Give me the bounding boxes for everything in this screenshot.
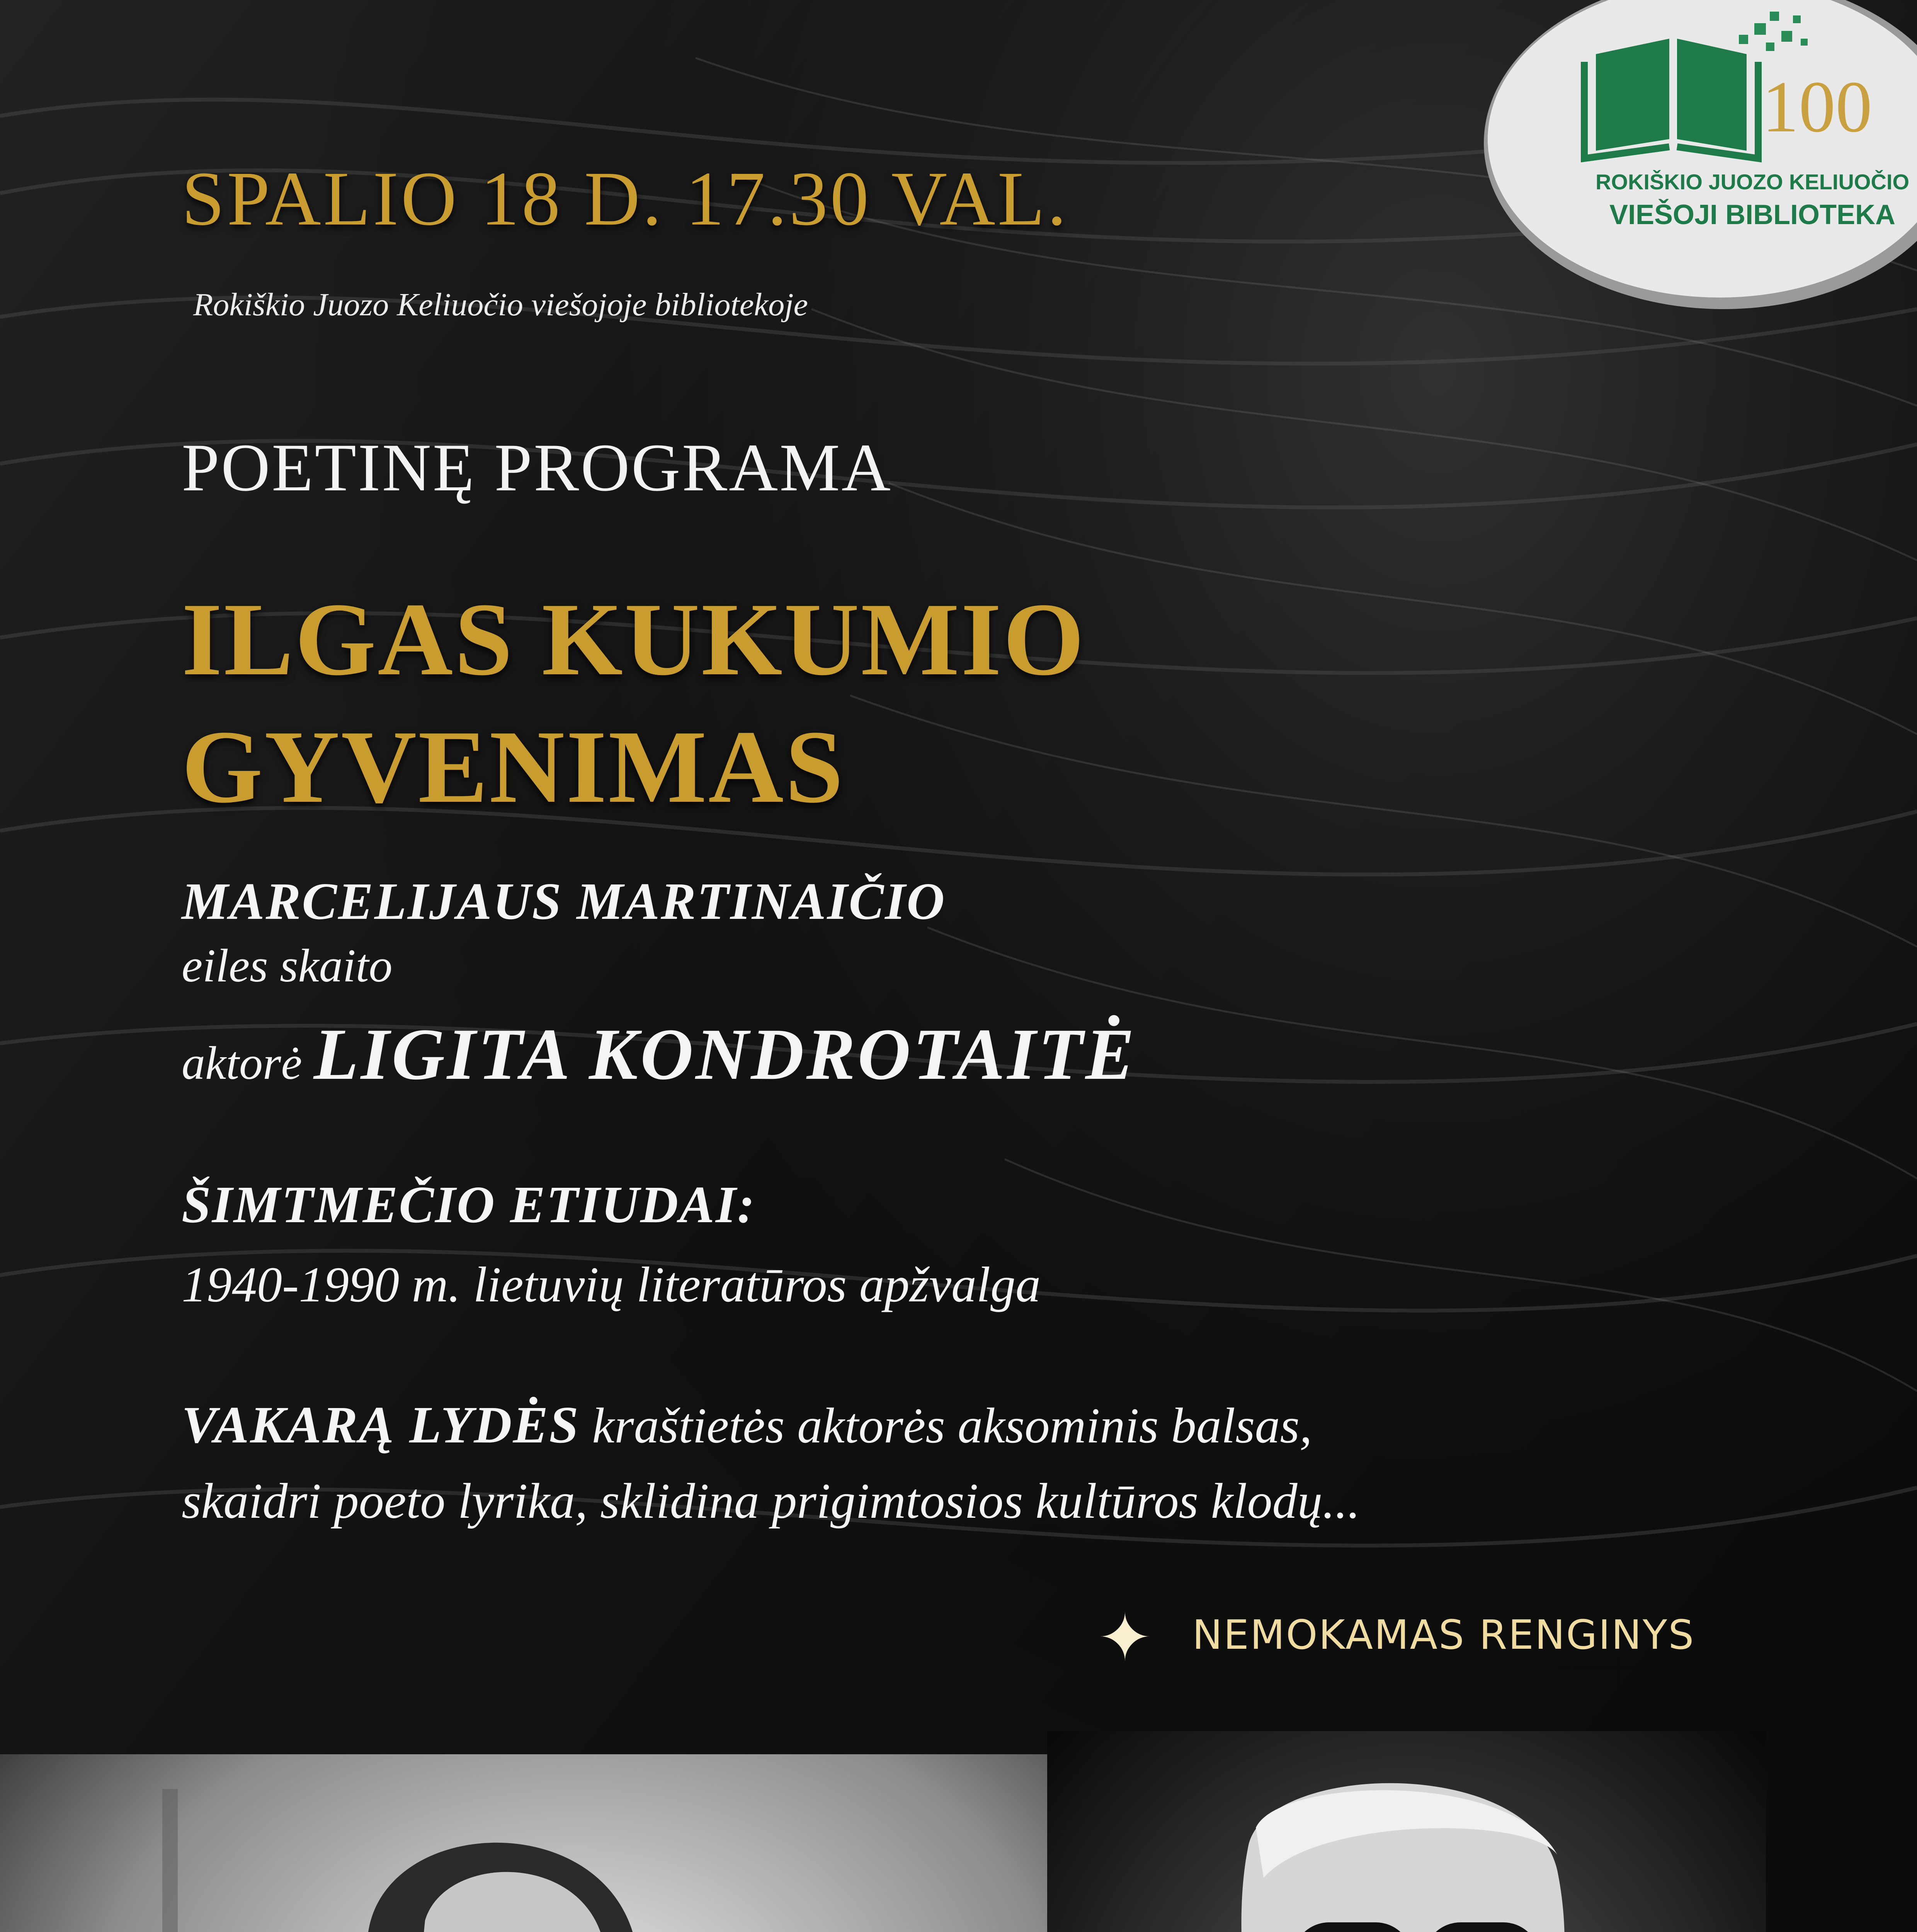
evening-text1: kraštietės aktorės aksominis balsas,: [579, 1398, 1312, 1454]
actress-line: [182, 1012, 1136, 1097]
actress-name: LIGITA KONDROTAITĖ: [313, 1014, 1137, 1095]
program-title-line1: ILGAS KUKUMIO: [182, 582, 1086, 697]
etudes-heading: ŠIMTMEČIO ETIUDAI:: [182, 1176, 756, 1234]
actress-prefix: aktorė: [182, 1037, 302, 1089]
poet-photo: [1047, 1731, 1766, 1932]
event-venue: Rokiškio Juozo Keliuočio viešojoje bibliotekoje: [193, 287, 808, 323]
evening-line2: skaidri poeto lyrika, sklidina prigimtosios kultūros klodų...: [182, 1473, 1361, 1529]
sparkle-star-icon: ✦: [1097, 1600, 1154, 1676]
reads-text: eiles skaito: [182, 940, 393, 992]
actress-photo: [0, 1754, 1047, 1932]
free-event: [1097, 1600, 1695, 1676]
etudes-subtitle: 1940-1990 m. lietuvių literatūros apžvalga: [182, 1257, 1041, 1313]
library-number: 100: [1762, 66, 1872, 148]
program-title-line2: GYVENIMAS: [182, 709, 845, 825]
poet-name: MARCELIJAUS MARTINAIČIO: [182, 872, 946, 930]
library-name-line1: ROKIŠKIO JUOZO KELIUOČIO: [1595, 170, 1910, 194]
free-event-label: NEMOKAMAS RENGINYS: [1192, 1611, 1695, 1658]
event-date-time: SPALIO 18 D. 17.30 VAL.: [182, 156, 1069, 242]
library-logo: [1468, 0, 1917, 336]
program-label: POETINĘ PROGRAMA: [182, 430, 892, 505]
program-title: [182, 576, 1086, 831]
evening-lead: VAKARĄ LYDĖS: [182, 1396, 580, 1454]
evening-line1: [182, 1395, 1312, 1455]
library-name-line2: VIEŠOJI BIBLIOTEKA: [1609, 199, 1896, 230]
